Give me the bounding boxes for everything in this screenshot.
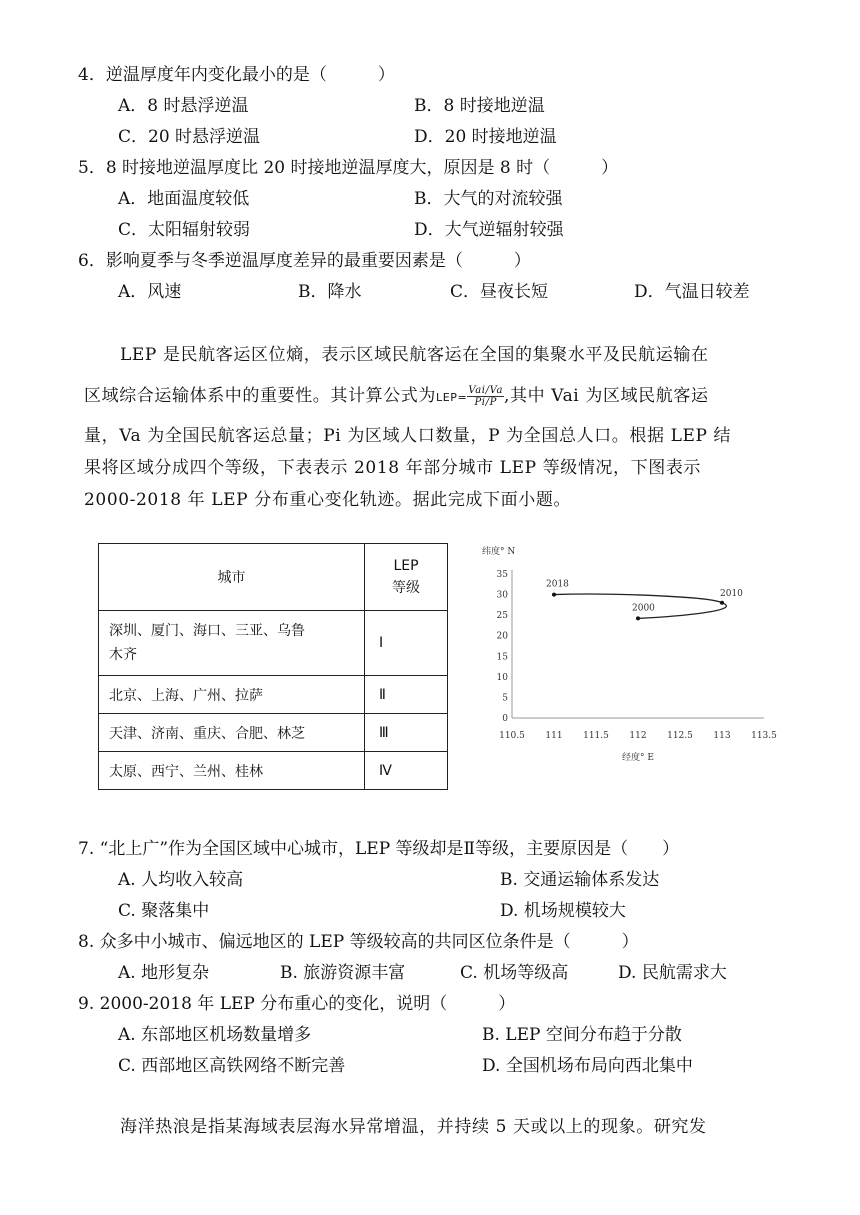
y-axis-label: 纬度° N [482, 547, 516, 557]
table-cell-city: 太原、西宁、兰州、桂林 [99, 752, 365, 790]
table-cell-city [99, 611, 365, 676]
header-level [365, 544, 448, 611]
q9-option-c: C. 西部地区高铁网络不断完善 [118, 1056, 346, 1076]
lep-passage-line-4: 果将区域分成四个等级，下表表示 2018 年部分城市 LEP 等级情况，下图表示 [84, 458, 702, 478]
y-tick-label: 15 [496, 652, 508, 663]
question-4: 4．逆温厚度年内变化最小的是（ ） [78, 65, 395, 85]
x-tick-label: 111 [545, 731, 563, 741]
q6-option-a: A．风速 [118, 282, 182, 302]
q4-option-b: B．8 时接地逆温 [414, 96, 545, 116]
header-level-line-2: 等级 [392, 580, 420, 596]
table-row [99, 752, 448, 790]
q6-option-b: B．降水 [298, 282, 362, 302]
q7-option-b: B. 交通运输体系发达 [500, 870, 660, 890]
q5-option-b: B．大气的对流较强 [414, 189, 563, 209]
table-row [99, 676, 448, 714]
q5-option-d: D．大气逆辐射较强 [414, 220, 564, 240]
x-tick-label: 110.5 [499, 731, 525, 741]
data-label-2010: 2010 [720, 588, 743, 599]
x-tick-label: 113.5 [751, 731, 777, 741]
y-tick-label: 10 [496, 672, 508, 683]
q5-option-a: A．地面温度较低 [118, 189, 250, 209]
q7-option-c: C. 聚落集中 [118, 901, 210, 921]
q8-option-d: D. 民航需求大 [618, 963, 727, 983]
y-tick-label: 20 [496, 631, 508, 642]
table-row [99, 611, 448, 676]
question-7: 7. “北上广”作为全国区域中心城市，LEP 等级却是Ⅱ等级，主要原因是（ ） [78, 839, 680, 859]
question-6: 6．影响夏季与冬季逆温厚度差异的最重要因素是（ ） [78, 251, 531, 271]
x-tick-label: 111.5 [583, 731, 609, 741]
q9-option-b: B. LEP 空间分布趋于分散 [482, 1025, 682, 1045]
lep-passage-line-3: 量，Va 为全国民航客运总量；Pi 为区域人口数量，P 为全国总人口。根据 LEP 结 [84, 426, 732, 446]
table-row [99, 714, 448, 752]
table-cell-level: Ⅲ [365, 714, 448, 752]
header-city: 城市 [99, 544, 365, 611]
question-9: 9. 2000-2018 年 LEP 分布重心的变化，说明（ ） [78, 994, 516, 1014]
x-tick-label: 112.5 [667, 731, 693, 741]
question-8: 8. 众多中小城市、偏远地区的 LEP 等级较高的共同区位条件是（ ） [78, 932, 639, 952]
x-tick-label: 113 [713, 731, 731, 741]
y-tick-label: 25 [496, 611, 508, 622]
q7-option-a: A. 人均收入较高 [118, 870, 244, 890]
q9-option-a: A. 东部地区机场数量增多 [118, 1025, 312, 1045]
data-point-2018 [552, 593, 556, 597]
data-label-2018: 2018 [546, 579, 569, 590]
lep-centroid-chart [470, 536, 777, 772]
y-tick-label: 35 [496, 570, 508, 580]
lep-passage-line-1: LEP 是民航客运区位熵，表示区域民航客运在全国的集聚水平及民航运输在 [120, 345, 709, 365]
formula-numerator: Vai/Va [468, 385, 504, 396]
q8-option-c: C. 机场等级高 [460, 963, 569, 983]
table-cell-level: Ⅰ [365, 611, 448, 676]
formula-denominator: Pi/P [474, 397, 497, 408]
q4-option-a: A．8 时悬浮逆温 [118, 96, 249, 116]
q7-option-d: D. 机场规模较大 [500, 901, 626, 921]
table-cell-city: 北京、上海、广州、拉萨 [99, 676, 365, 714]
q5-option-c: C．太阳辐射较弱 [118, 220, 251, 240]
q8-option-b: B. 旅游资源丰富 [280, 963, 406, 983]
data-label-2000: 2000 [632, 603, 655, 614]
table-cell-level: Ⅱ [365, 676, 448, 714]
q8-option-a: A. 地形复杂 [118, 963, 210, 983]
q4-option-d: D．20 时接地逆温 [414, 127, 557, 147]
header-level-line-1: LEP [393, 558, 419, 574]
question-5: 5．8 时接地逆温厚度比 20 时接地逆温厚度大，原因是 8 时（ ） [78, 158, 619, 178]
x-tick-label: 112 [629, 731, 647, 741]
q6-option-c: C．昼夜长短 [450, 282, 549, 302]
x-axis-label: 经度° E [622, 753, 654, 763]
lep-passage-line-2 [84, 385, 709, 409]
table-cell-level: Ⅳ [365, 752, 448, 790]
table-cell-city: 天津、济南、重庆、合肥、林芝 [99, 714, 365, 752]
lep-passage-line-5: 2000-2018 年 LEP 分布重心变化轨迹。据此完成下面小题。 [84, 490, 572, 510]
q4-option-c: C．20 时悬浮逆温 [118, 127, 261, 147]
lep-formula [467, 385, 504, 408]
lep-level-table [98, 543, 448, 790]
table-header-row [99, 544, 448, 611]
y-tick-label: 5 [502, 693, 508, 704]
q6-option-d: D．气温日较差 [634, 282, 750, 302]
city-line-2: 木齐 [109, 647, 137, 663]
data-point-2010 [720, 601, 724, 605]
ocean-passage-line-1: 海洋热浪是指某海域表层海水异常增温，并持续 5 天或以上的现象。研究发 [120, 1117, 707, 1137]
city-line-1: 深圳、厦门、海口、三亚、乌鲁 [109, 623, 305, 639]
y-tick-label: 30 [496, 590, 508, 601]
formula-label: LEP= [436, 391, 468, 404]
q9-option-d: D. 全国机场布局向西北集中 [482, 1056, 693, 1076]
y-tick-label: 0 [502, 714, 508, 724]
lep-passage-line-2a: 区域综合运输体系中的重要性。其计算公式为 [84, 386, 436, 406]
data-point-2000 [636, 616, 640, 620]
lep-passage-line-2b: ,其中 Vai 为区域民航客运 [504, 386, 709, 406]
